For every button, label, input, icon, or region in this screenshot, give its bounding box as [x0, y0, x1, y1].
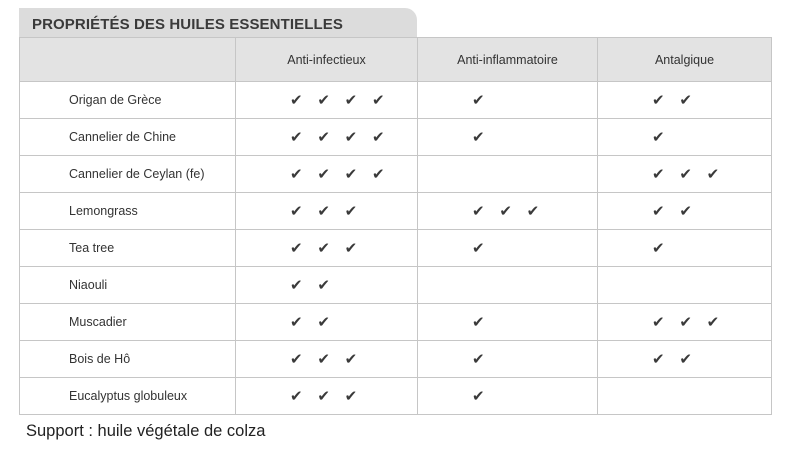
oil-name: Origan de Grèce	[20, 82, 236, 119]
oil-name: Cannelier de Ceylan (fe)	[20, 156, 236, 193]
oil-name: Cannelier de Chine	[20, 119, 236, 156]
table-row	[20, 304, 772, 341]
oil-name: Lemongrass	[20, 193, 236, 230]
table-row	[20, 267, 772, 304]
anti-inflammatoire-checks	[418, 156, 598, 193]
anti-infectieux-checks: ✔ ✔	[236, 267, 418, 304]
header-anti-infectieux: Anti-infectieux	[236, 38, 418, 82]
header-row	[20, 38, 772, 82]
anti-inflammatoire-checks: ✔	[418, 82, 598, 119]
oil-name: Tea tree	[20, 230, 236, 267]
support-note: Support : huile végétale de colza	[26, 422, 266, 440]
oil-name: Eucalyptus globuleux	[20, 378, 236, 415]
properties-table	[19, 37, 772, 415]
anti-infectieux-checks: ✔ ✔ ✔	[236, 230, 418, 267]
oil-name: Niaouli	[20, 267, 236, 304]
anti-inflammatoire-checks: ✔	[418, 119, 598, 156]
table-title: PROPRIÉTÉS DES HUILES ESSENTIELLES	[19, 8, 417, 38]
antalgique-checks: ✔ ✔	[598, 341, 772, 378]
anti-infectieux-checks: ✔ ✔ ✔	[236, 341, 418, 378]
anti-inflammatoire-checks: ✔ ✔ ✔	[418, 193, 598, 230]
table-row	[20, 82, 772, 119]
antalgique-checks: ✔ ✔ ✔	[598, 156, 772, 193]
anti-infectieux-checks: ✔ ✔ ✔ ✔	[236, 82, 418, 119]
anti-inflammatoire-checks	[418, 267, 598, 304]
table-row	[20, 341, 772, 378]
anti-infectieux-checks: ✔ ✔ ✔	[236, 378, 418, 415]
antalgique-checks: ✔ ✔ ✔	[598, 304, 772, 341]
anti-inflammatoire-checks: ✔	[418, 304, 598, 341]
table-row	[20, 230, 772, 267]
table-row	[20, 156, 772, 193]
anti-infectieux-checks: ✔ ✔ ✔	[236, 193, 418, 230]
antalgique-checks: ✔	[598, 230, 772, 267]
header-antalgique: Antalgique	[598, 38, 772, 82]
anti-infectieux-checks: ✔ ✔	[236, 304, 418, 341]
antalgique-checks: ✔ ✔	[598, 193, 772, 230]
antalgique-checks: ✔ ✔	[598, 82, 772, 119]
anti-inflammatoire-checks: ✔	[418, 378, 598, 415]
header-anti-inflammatoire: Anti-inflammatoire	[418, 38, 598, 82]
antalgique-checks: ✔	[598, 119, 772, 156]
antalgique-checks	[598, 378, 772, 415]
anti-inflammatoire-checks: ✔	[418, 341, 598, 378]
antalgique-checks	[598, 267, 772, 304]
anti-infectieux-checks: ✔ ✔ ✔ ✔	[236, 156, 418, 193]
header-empty-cell	[20, 38, 236, 82]
anti-infectieux-checks: ✔ ✔ ✔ ✔	[236, 119, 418, 156]
table-row	[20, 378, 772, 415]
oil-name: Muscadier	[20, 304, 236, 341]
table-row	[20, 119, 772, 156]
oil-name: Bois de Hô	[20, 341, 236, 378]
table-row	[20, 193, 772, 230]
anti-inflammatoire-checks: ✔	[418, 230, 598, 267]
